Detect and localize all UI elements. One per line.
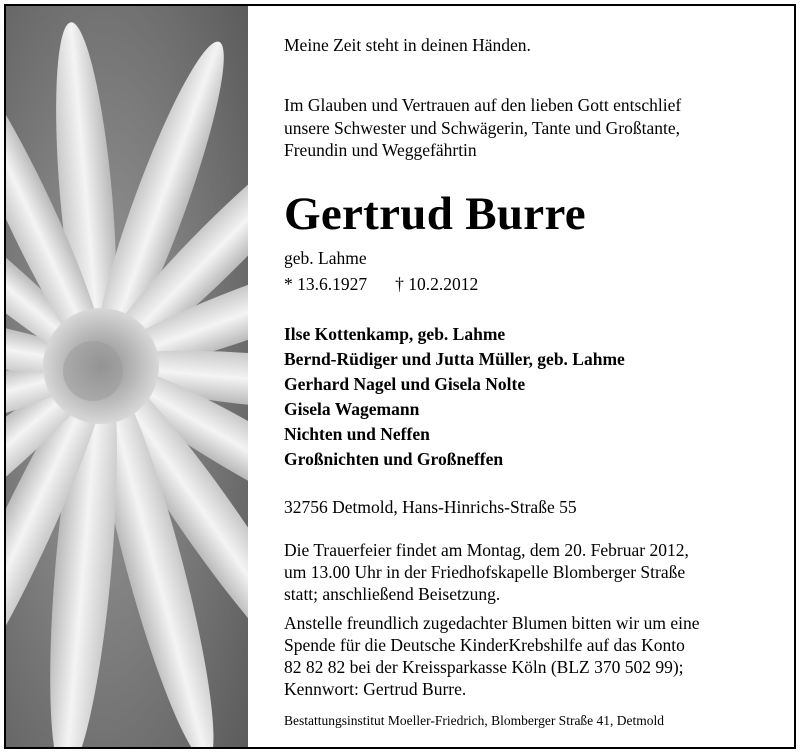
- ceremony-line: um 13.00 Uhr in der Friedhofskapelle Blomberger Straße: [284, 562, 686, 582]
- donation-line: Spende für die Deutsche KinderKrebshilfe auf das Konto: [284, 635, 685, 655]
- donation-line: Kennwort: Gertrud Burre.: [284, 679, 467, 699]
- mourner: Ilse Kottenkamp, geb. Lahme: [284, 324, 506, 344]
- life-dates: [284, 273, 478, 296]
- ceremony-line: statt; anschließend Beisetzung.: [284, 584, 501, 604]
- mourner: Bernd-Rüdiger und Jutta Müller, geb. Lahme: [284, 349, 625, 369]
- mourner: Gisela Wagemann: [284, 399, 420, 419]
- daisy-flower-photo: [6, 6, 248, 747]
- birth-date: * 13.6.1927: [284, 274, 368, 294]
- mourner: Großnichten und Großneffen: [284, 449, 504, 469]
- donation-line: 82 82 82 bei der Kreissparkasse Köln (BLZ 370 502 99);: [284, 657, 684, 677]
- undertaker-footer: Bestattungsinstitut Moeller-Friedrich, Blomberger Straße 41, Detmold: [284, 713, 665, 728]
- intro-paragraph: [284, 94, 784, 162]
- intro-line: unsere Schwester und Schwägerin, Tante und Großtante,: [284, 117, 680, 138]
- birth-name: geb. Lahme: [284, 248, 367, 268]
- family-address: 32756 Detmold, Hans-Hinrichs-Straße 55: [284, 497, 577, 517]
- motto: Meine Zeit steht in deinen Händen.: [284, 35, 531, 55]
- deceased-name: Gertrud Burre: [284, 188, 586, 240]
- mourner: Gerhard Nagel und Gisela Nolte: [284, 374, 526, 394]
- ceremony-line: Die Trauerfeier findet am Montag, dem 20. Februar 2012,: [284, 540, 689, 560]
- donation-line: Anstelle freundlich zugedachter Blumen bitten wir um eine: [284, 613, 700, 633]
- intro-line: Im Glauben und Vertrauen auf den lieben Gott entschlief: [284, 95, 682, 115]
- ceremony-paragraph: [284, 539, 784, 605]
- death-date: † 10.2.2012: [395, 274, 479, 294]
- mourner: Nichten und Neffen: [284, 424, 430, 444]
- donation-paragraph: [284, 612, 784, 700]
- intro-line: Freundin und Weggefährtin: [284, 140, 477, 160]
- mourners-list: [284, 322, 625, 472]
